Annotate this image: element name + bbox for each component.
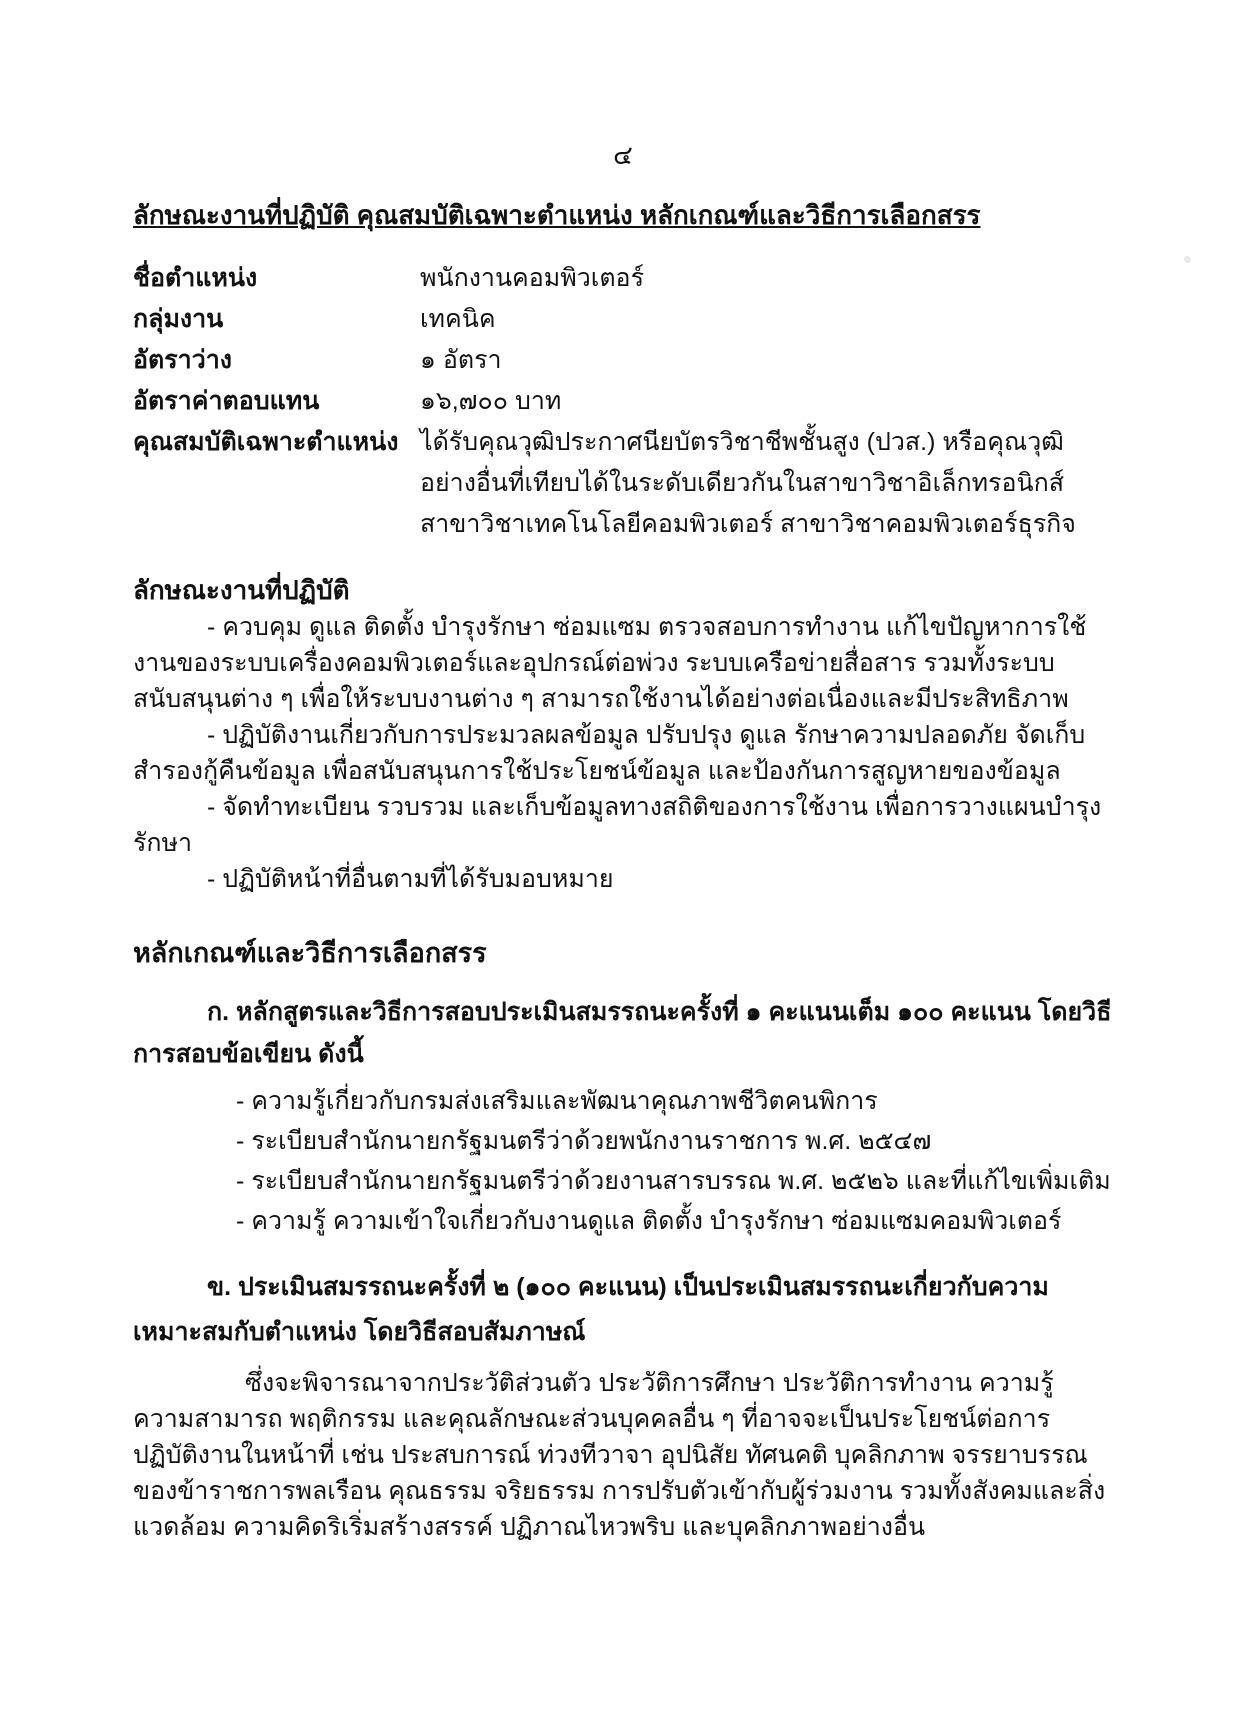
criteria-heading: หลักเกณฑ์และวิธีการเลือกสรร <box>133 938 487 968</box>
document-title: ลักษณะงานที่ปฏิบัติ คุณสมบัติเฉพาะตำแหน่ง หลักเกณฑ์และวิธีการเลือกสรร <box>133 200 981 230</box>
exam-topic: - ความรู้ ความเข้าใจเกี่ยวกับงานดูแล ติดตั้ง บำรุงรักษา ซ่อมแซมคอมพิวเตอร์ <box>236 1207 1062 1235</box>
field-row-position-name <box>133 258 1113 299</box>
duties-heading: ลักษณะงานที่ปฏิบัติ <box>133 575 350 605</box>
field-label: กลุ่มงาน <box>133 305 224 333</box>
criteria-section-b-intro: ข. ประเมินสมรรถนะครั้งที่ ๒ (๑๐๐ คะแนน) เป็นประเมินสมรรถนะเกี่ยวกับความเหมาะสมกับตำแหน่ง โดยวิธีสอบสัมภาษณ์ <box>133 1273 1049 1346</box>
duties-list <box>133 609 1113 897</box>
duty-item: - ปฏิบัติงานเกี่ยวกับการประมวลผลข้อมูล ปรับปรุง ดูแล รักษาความปลอดภัย จัดเก็บสำรองกู้คืนข้อมูล เพื่อสนับสนุนการใช้ประโยชน์ข้อมูล และป้องกันการสูญหายของข้อมูล <box>133 721 1086 785</box>
scan-artifact-dot <box>1184 256 1191 263</box>
exam-topics-list <box>133 1081 1113 1241</box>
exam-topic: - ความรู้เกี่ยวกับกรมส่งเสริมและพัฒนาคุณภาพชีวิตคนพิการ <box>236 1087 878 1115</box>
exam-topic: - ระเบียบสำนักนายกรัฐมนตรีว่าด้วยพนักงานราชการ พ.ศ. ๒๕๔๗ <box>236 1127 932 1155</box>
field-value: ได้รับคุณวุฒิประกาศนียบัตรวิชาชีพชั้นสูง (ปวส.) หรือคุณวุฒิอย่างอื่นที่เทียบได้ในระดับเดียวกันในสาขาวิชาอิเล็กทรอนิกส์ สาขาวิชาเทคโนโลยีคอมพิวเตอร์ สาขาวิชาคอมพิวเตอร์ธุรกิจ <box>420 428 1076 538</box>
field-value: ๑๖,๗๐๐ บาท <box>420 387 562 415</box>
field-row-salary <box>133 381 1113 422</box>
page-number: ๔ <box>613 140 633 170</box>
field-row-work-group <box>133 299 1113 340</box>
field-row-vacancy <box>133 340 1113 381</box>
duty-item: - จัดทำทะเบียน รวบรวม และเก็บข้อมูลทางสถิติของการใช้งาน เพื่อการวางแผนบำรุงรักษา <box>133 793 1102 857</box>
field-label: ชื่อตำแหน่ง <box>133 264 258 292</box>
field-row-qualifications <box>133 422 1113 545</box>
duty-item: - ควบคุม ดูแล ติดตั้ง บำรุงรักษา ซ่อมแซม ตรวจสอบการทำงาน แก้ไขปัญหาการใช้งานของระบบเครื่องคอมพิวเตอร์และอุปกรณ์ต่อพ่วง ระบบเครือข่ายสื่อสาร รวมทั้งระบบสนับสนุนต่าง ๆ เพื่อให้ระบบงานต่าง ๆ สามารถใช้งานได้อย่างต่อเนื่องและมีประสิทธิภาพ <box>133 613 1087 713</box>
interview-consideration-paragraph: ซึ่งจะพิจารณาจากประวัติส่วนตัว ประวัติการศึกษา ประวัติการทำงาน ความรู้ ความสามารถ พฤติกรรม และคุณลักษณะส่วนบุคคลอื่น ๆ ที่อาจจะเป็นประโยชน์ต่อการปฏิบัติงานในหน้าที่ เช่น ประสบการณ์ ท่วงทีวาจา อุปนิสัย ทัศนคติ บุคลิกภาพ จรรยาบรรณของข้าราชการพลเรือน คุณธรรม จริยธรรม การปรับตัวเข้ากับผู้ร่วมงาน รวมทั้งสังคมและสิ่งแวดล้อม ความคิดริเริ่มสร้างสรรค์ ปฏิภาณไหวพริบ และบุคลิกภาพอย่างอื่น <box>133 1369 1106 1541</box>
field-label: อัตราค่าตอบแทน <box>133 387 320 415</box>
field-value: ๑ อัตรา <box>420 346 502 374</box>
field-value: พนักงานคอมพิวเตอร์ <box>420 264 644 292</box>
criteria-section-a-intro: ก. หลักสูตรและวิธีการสอบประเมินสมรรถนะครั้งที่ ๑ คะแนนเต็ม ๑๐๐ คะแนน โดยวิธีการสอบข้อเขียน ดังนี้ <box>133 998 1112 1068</box>
exam-topic: - ระเบียบสำนักนายกรัฐมนตรีว่าด้วยงานสารบรรณ พ.ศ. ๒๕๒๖ และที่แก้ไขเพิ่มเติม <box>236 1167 1111 1195</box>
field-value: เทคนิค <box>420 305 496 333</box>
field-label: อัตราว่าง <box>133 346 232 374</box>
duty-item: - ปฏิบัติหน้าที่อื่นตามที่ได้รับมอบหมาย <box>207 865 614 893</box>
field-label: คุณสมบัติเฉพาะตำแหน่ง <box>133 428 399 456</box>
position-fields <box>133 258 1113 545</box>
